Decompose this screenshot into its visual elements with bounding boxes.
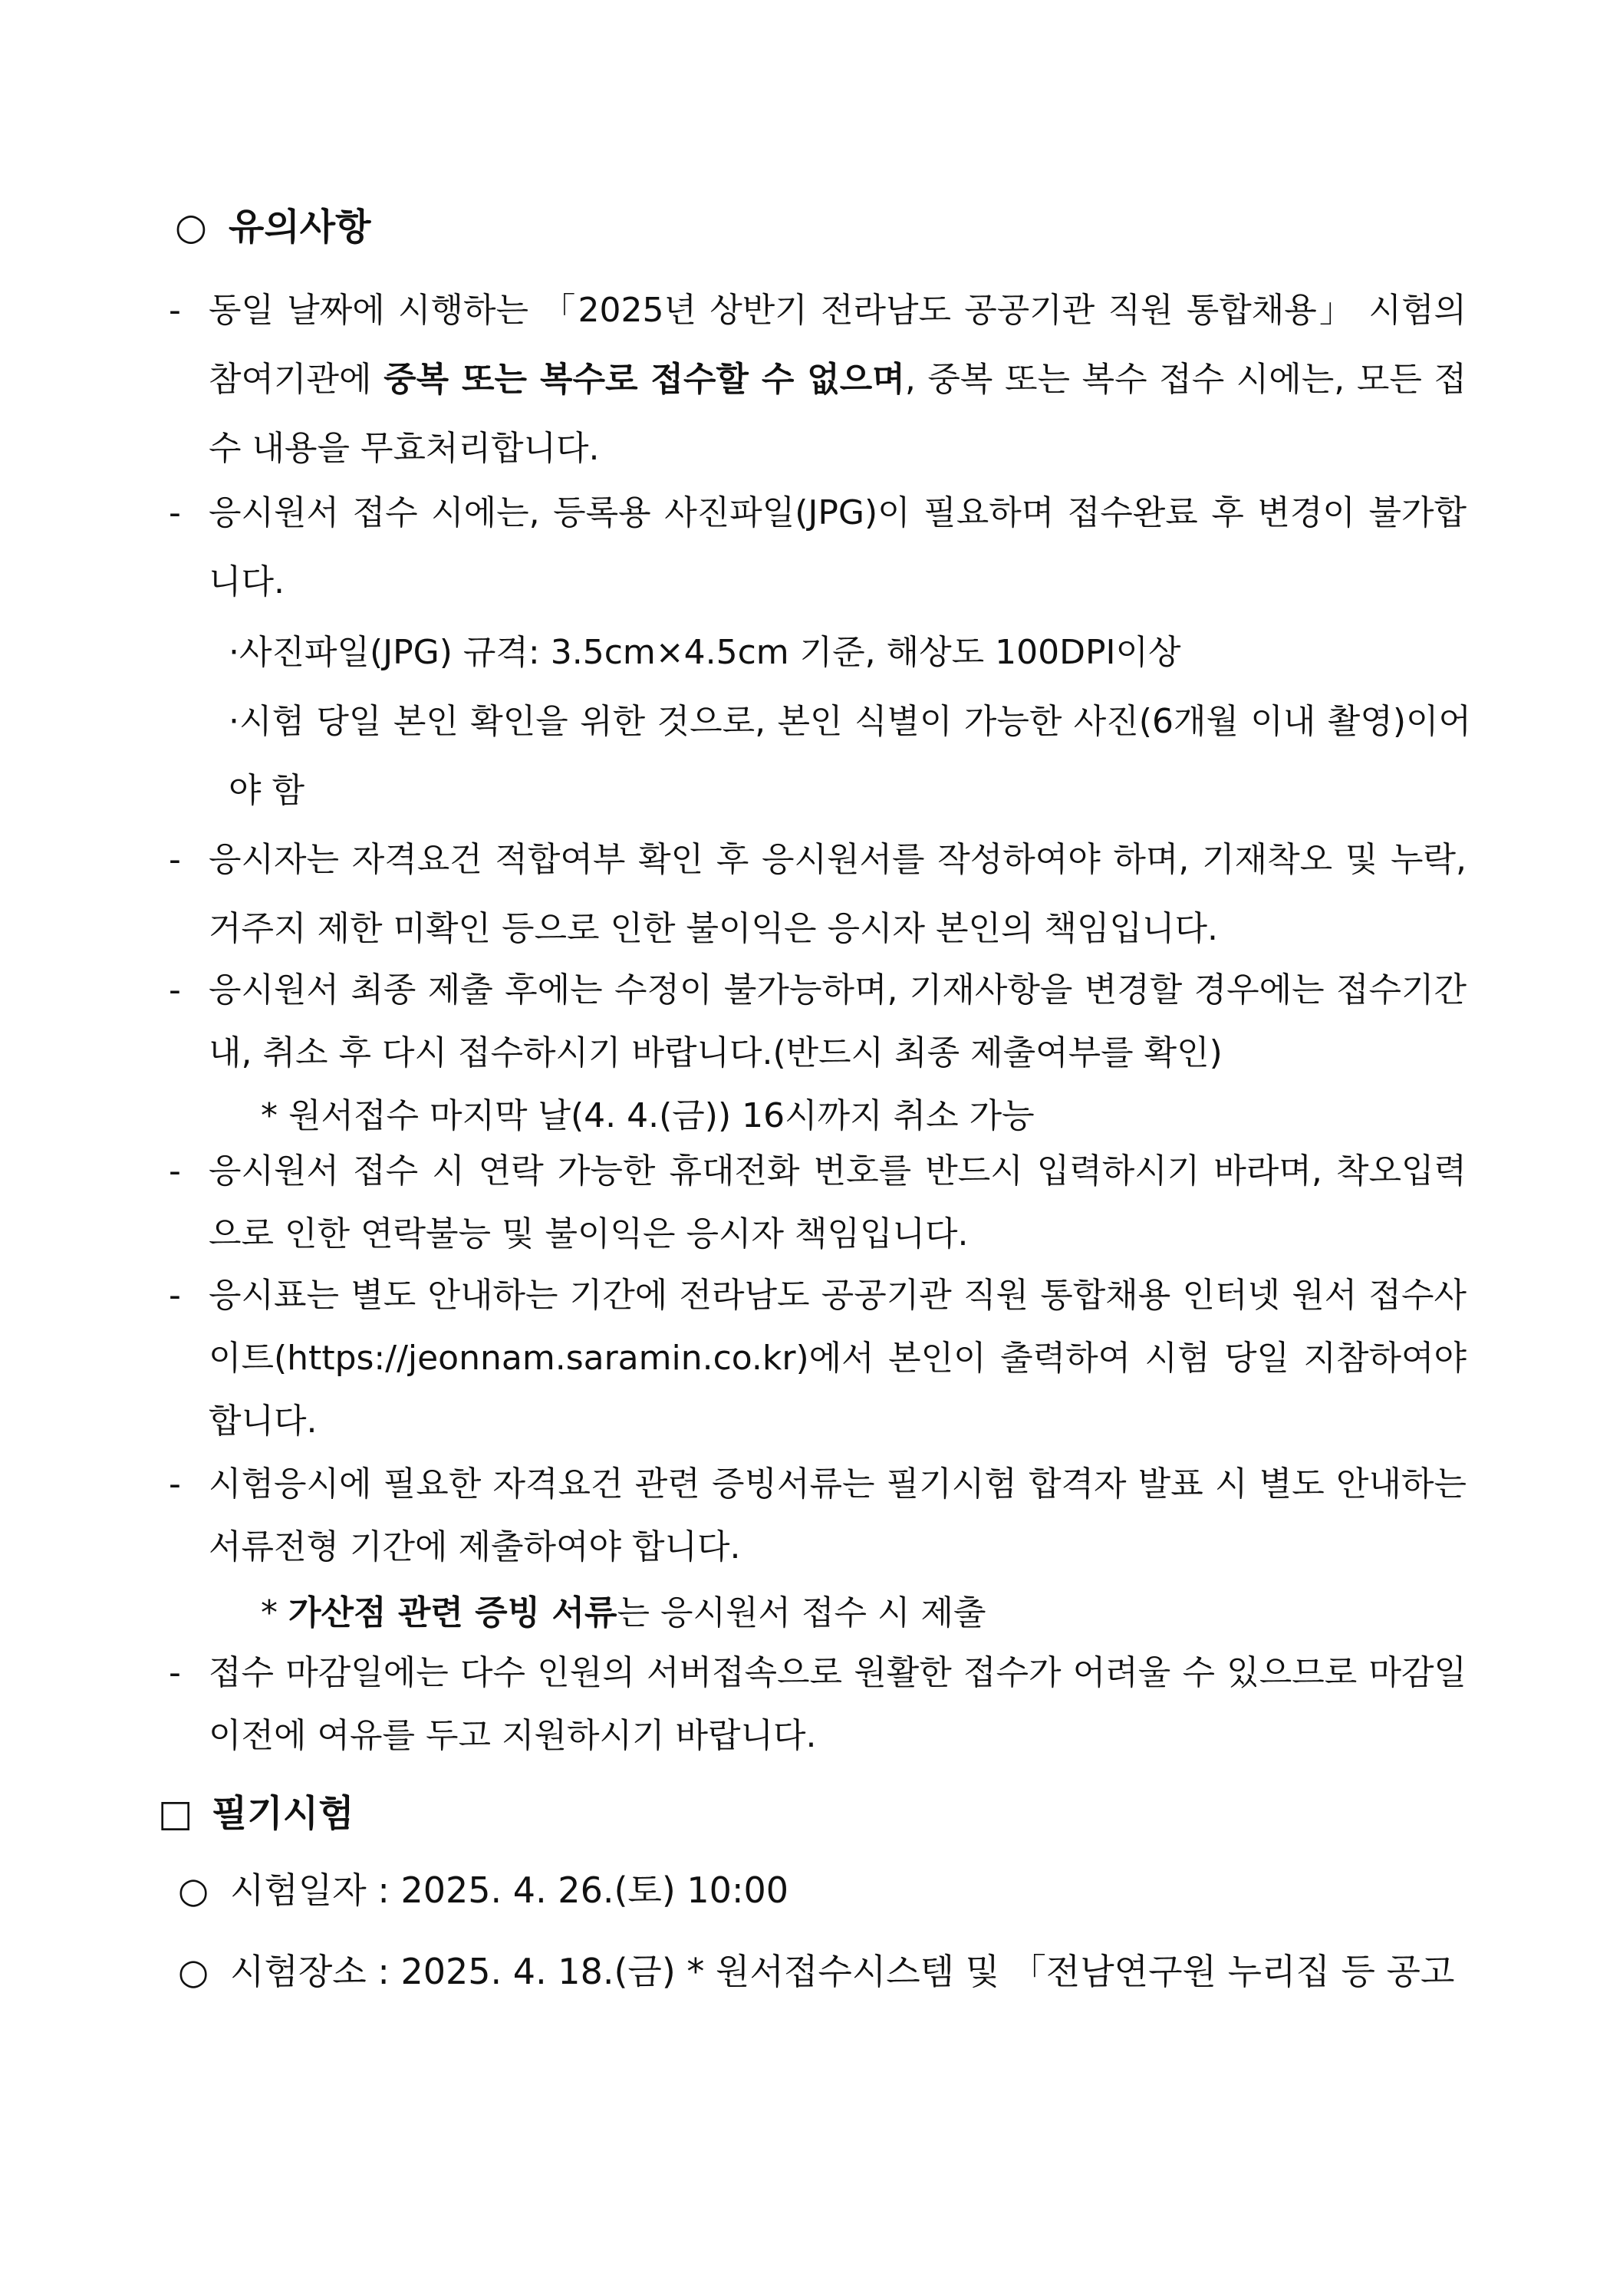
- note-item-1: [169, 276, 1467, 483]
- dash-bullet: -: [169, 970, 181, 1010]
- note-item-7: [169, 1453, 1467, 1579]
- note-item-4-text: 응시원서 최종 제출 후에는 수정이 불가능하며, 기재사항을 변경할 경우에는 접수기간 내, 취소 후 다시 접수하시기 바랍니다.(반드시 최종 제출여부를 확인): [209, 970, 1467, 1072]
- square-bullet-icon: □: [158, 1792, 193, 1835]
- cancel-deadline-note: * 원서접수 마지막 날(4. 4.(금)) 16시까지 취소 가능: [261, 1096, 1035, 1135]
- dash-bullet: -: [169, 291, 181, 330]
- exam-date-line: [178, 1867, 788, 1913]
- note-item-4: [169, 959, 1467, 1085]
- note-item-3: [169, 825, 1467, 964]
- dash-bullet: -: [169, 840, 181, 879]
- written-exam-heading: [158, 1790, 354, 1836]
- note-item-2: [169, 479, 1467, 617]
- note-item-3-text: 응시자는 자격요건 적합여부 확인 후 응시원서를 작성하여야 하며, 기재착오 및 누락, 거주지 제한 미확인 등으로 인한 불이익은 응시자 본인의 책임입니다.: [209, 840, 1467, 948]
- written-exam-title: 필기시험: [212, 1792, 354, 1835]
- circle-bullet-icon: ○: [178, 1869, 209, 1911]
- note-item-1-bold: 중복 또는 복수로 접수할 수 없으며: [384, 360, 905, 399]
- bonus-note-suffix: 는 응시원서 접수 시 제출: [617, 1593, 986, 1632]
- dash-bullet: -: [169, 1464, 181, 1504]
- note-item-5: [169, 1140, 1467, 1266]
- note-item-2-text: 응시원서 접수 시에는, 등록용 사진파일(JPG)이 필요하며 접수완료 후 변경이 불가합니다.: [209, 493, 1467, 601]
- note-item-6-text: 응시표는 별도 안내하는 기간에 전라남도 공공기관 직원 통합채용 인터넷 원서 접수사이트(https://jeonnam.saramin.co.kr)에서 본인이 출력하여 시험 당일 지참하여야 합니다.: [209, 1276, 1467, 1441]
- dash-bullet: -: [169, 1276, 181, 1315]
- notes-heading: [175, 204, 370, 250]
- photo-purpose-note: ·시험 당일 본인 확인을 위한 것으로, 본인 식별이 가능한 사진(6개월 이내 촬영)이어야 함: [229, 702, 1471, 810]
- circle-bullet-icon: ○: [178, 1951, 209, 1992]
- exam-venue-text: 시험장소 : 2025. 4. 18.(금) * 원서접수시스템 및 「전남연구원 누리집 등 공고: [230, 1951, 1455, 1992]
- bonus-note-bold: 가산점 관련 증빙 서류: [288, 1593, 617, 1632]
- note-item-8: [169, 1642, 1467, 1767]
- note-item-1-text-before: 동일 날짜에 시행하는 「2025년 상반기 전라남도 공공기관 직원 통합채용」 시험의 참여기관에: [209, 291, 1467, 399]
- note-item-1-text-after: , 중복 또는 복수 접수 시에는, 모든 접수 내용을 무효처리합니다.: [209, 360, 1467, 468]
- dash-bullet: -: [169, 1151, 181, 1191]
- photo-spec-note: ·사진파일(JPG) 규격: 3.5cm×4.5cm 기준, 해상도 100DPI이상: [229, 633, 1181, 672]
- exam-date-text: 시험일자 : 2025. 4. 26.(토) 10:00: [230, 1869, 788, 1911]
- note-item-6: [169, 1264, 1467, 1453]
- dash-bullet: -: [169, 493, 181, 532]
- bonus-points-note: [261, 1579, 986, 1648]
- note-item-5-text: 응시원서 접수 시 연락 가능한 휴대전화 번호를 반드시 입력하시기 바라며, 착오입력으로 인한 연락불능 및 불이익은 응시자 책임입니다.: [209, 1151, 1467, 1253]
- note-item-8-text: 접수 마감일에는 다수 인원의 서버접속으로 원활한 접수가 어려울 수 있으므로 마감일 이전에 여유를 두고 지원하시기 바랍니다.: [209, 1653, 1467, 1755]
- exam-venue-line: [178, 1948, 1454, 1995]
- bonus-note-prefix: *: [261, 1593, 288, 1632]
- dash-bullet: -: [169, 1653, 181, 1692]
- note-item-7-text: 시험응시에 필요한 자격요건 관련 증빙서류는 필기시험 합격자 발표 시 별도 안내하는 서류전형 기간에 제출하여야 합니다.: [209, 1464, 1467, 1566]
- notes-title: 유의사항: [229, 206, 371, 249]
- circle-bullet-icon: ○: [175, 206, 207, 249]
